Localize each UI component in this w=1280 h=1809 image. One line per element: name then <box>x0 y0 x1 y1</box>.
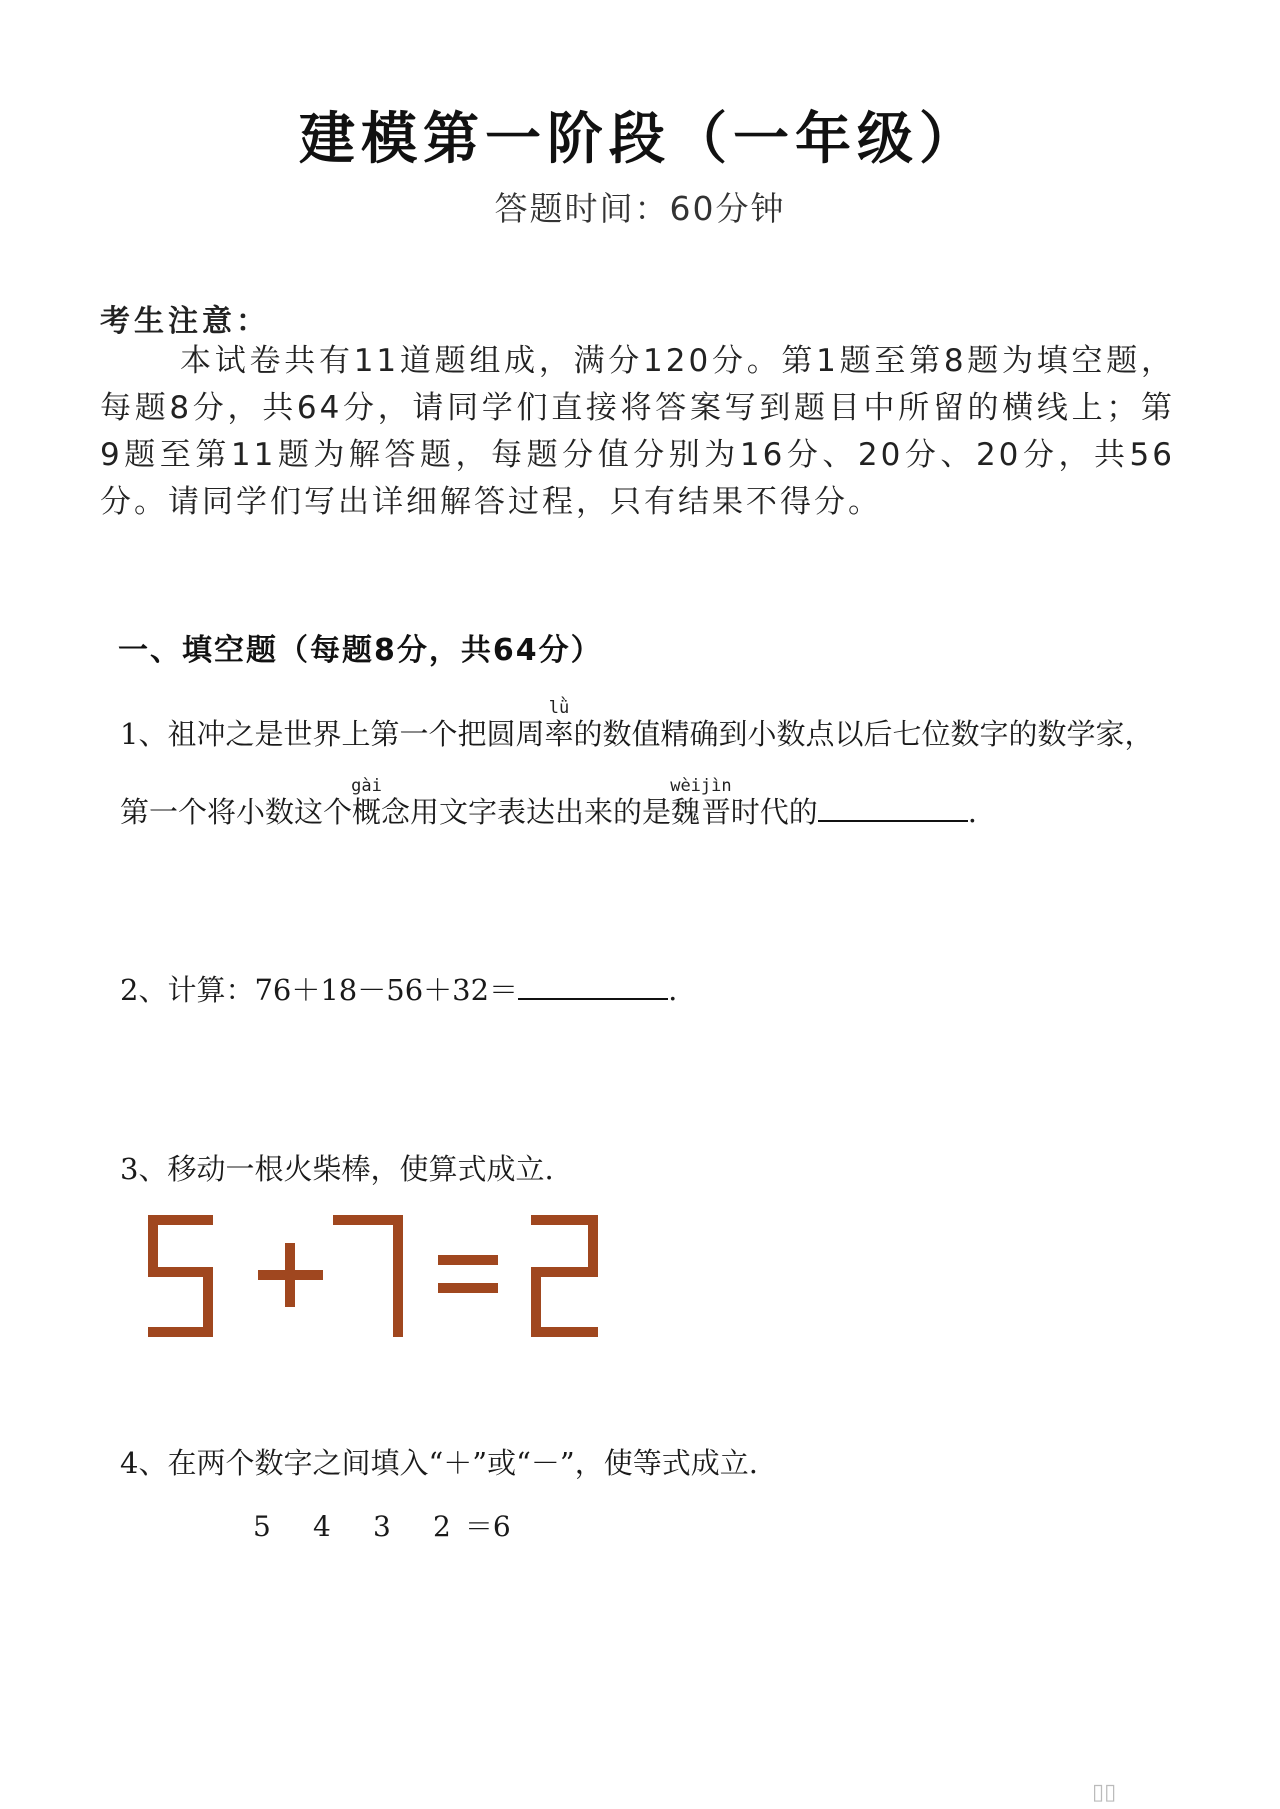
answer-blank-2[interactable] <box>518 972 668 1000</box>
question-1-text-e: 时代的 <box>730 795 818 829</box>
matchstick-digit-7 <box>338 1220 398 1332</box>
question-1-text-a: 1、祖冲之是世界上第一个把圆周 <box>120 717 545 751</box>
ruby-lv <box>544 698 574 751</box>
notice-body: 本试卷共有11道题组成，满分120分。第1题至第8题为填空题，每题8分，共64分，请同学们直接将答案写到题目中所留的横线上；第9题至第11题为解答题，每题分值分别为16分、20分、20分，共56分。请同学们写出详细解答过程，只有结果不得分。 <box>100 343 1175 520</box>
question-3: 3、移动一根火柴棒，使算式成立. <box>120 1152 554 1186</box>
q4-digit: 2 <box>433 1510 451 1543</box>
question-1-line-2 <box>120 778 977 831</box>
matchstick-equation <box>143 1210 613 1345</box>
question-1-text-c: 第一个将小数这个 <box>120 795 353 829</box>
char-gai: 概 <box>351 795 382 829</box>
q4-digit: 3 <box>373 1510 391 1543</box>
question-2-text: 2、计算：76＋18－56＋32＝ <box>120 973 519 1007</box>
q4-digit: 5 <box>253 1510 271 1543</box>
ruby-weijin <box>670 776 732 829</box>
matchstick-plus <box>263 1248 318 1302</box>
question-1-text-b: 的数值精确到小数点以后七位数字的数学家， <box>573 717 1154 751</box>
char-weijin: 魏晋 <box>670 795 732 829</box>
time-limit: 答题时间：60分钟 <box>494 189 786 228</box>
answer-blank-1[interactable] <box>818 794 968 822</box>
question-2-end: . <box>668 973 678 1007</box>
question-2 <box>120 968 677 1009</box>
question-1-text-d: 念用文字表达出来的是 <box>381 795 672 829</box>
pinyin-lv: lǜ <box>544 698 574 718</box>
matchstick-equals <box>443 1260 493 1288</box>
matchstick-digit-2 <box>536 1220 593 1332</box>
pinyin-weijin: wèijìn <box>670 776 732 796</box>
question-4: 4、在两个数字之间填入“＋”或“－”，使等式成立. <box>120 1446 758 1480</box>
char-lv: 率 <box>544 717 574 751</box>
pinyin-gai: gài <box>351 776 382 796</box>
page-title: 建模第一阶段（一年级） <box>299 107 981 172</box>
notice-heading: 考生注意： <box>100 304 270 339</box>
question-1-end: . <box>967 795 977 829</box>
matchstick-digit-5 <box>153 1220 208 1332</box>
watermark-icon: ▯▯ <box>1092 1780 1117 1805</box>
ruby-gai <box>351 776 382 829</box>
question-1-line-1 <box>120 700 1153 753</box>
question-4-equation <box>253 1505 511 1545</box>
q4-digit: 4 <box>313 1510 331 1543</box>
q4-rhs: ＝6 <box>464 1510 511 1543</box>
section-heading-fill-in: 一、填空题（每题8分，共64分） <box>118 633 603 668</box>
